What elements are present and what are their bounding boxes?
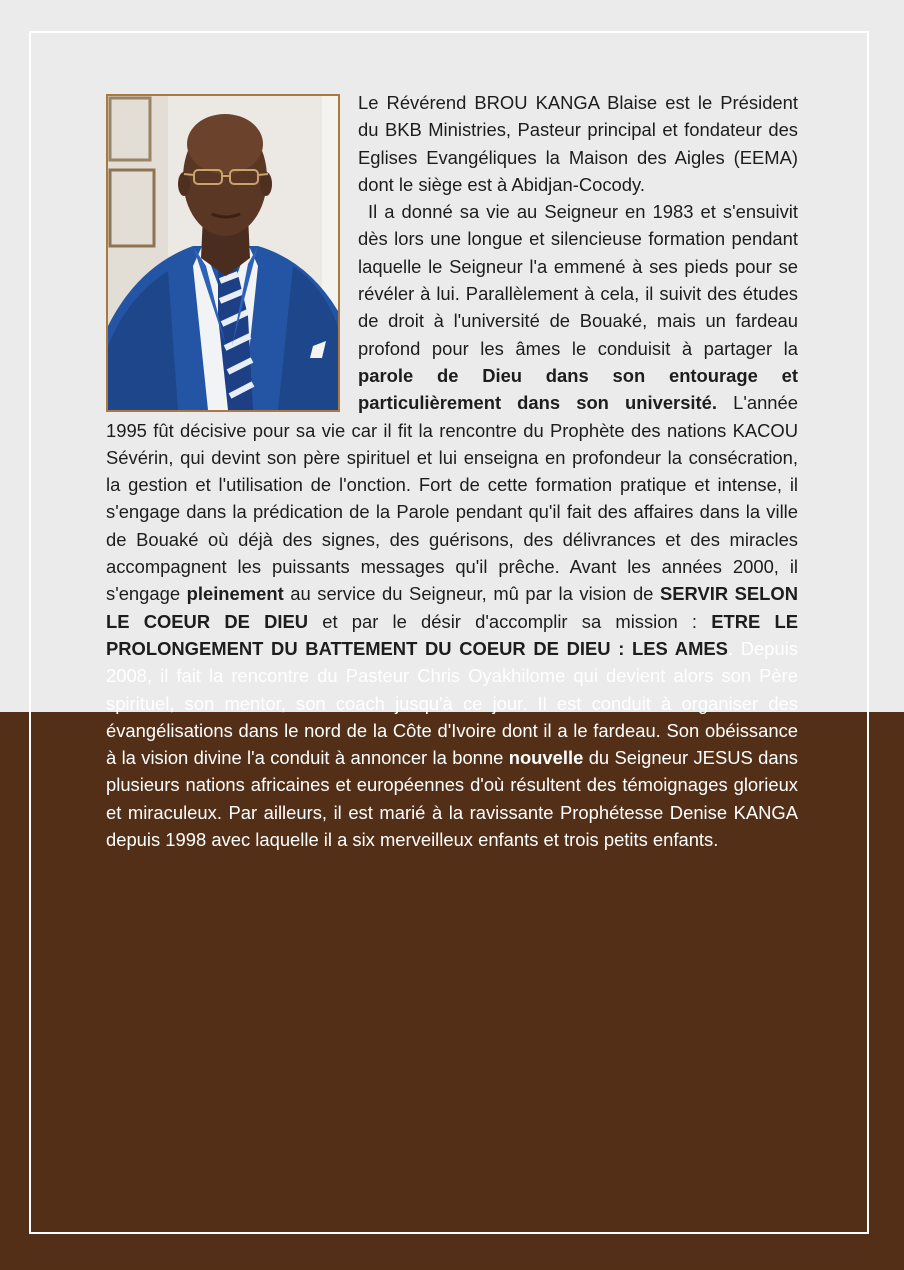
- body-bold-4: ETRE LE PROLONGEMENT DU BATTEMENT DU COEUR DE DIEU : LES AMES: [106, 610, 798, 659]
- body-text-3: au service du Seigneur, mû par la vision de: [283, 583, 660, 605]
- body-text-6: du Seigneur JESUS dans plusieurs nations africaines et européennes d'où résultent des témoignages glorieux et miraculeux. Par ailleurs, il est marié à la ravissante Prophétesse Denise KANGA depuis 1998 avec laquelle il a six merveilleux enfants et trois petits enfants.: [106, 747, 798, 851]
- body-bold-5: nouvelle: [508, 747, 584, 769]
- body-text-5: . Depuis 2008, il fait la rencontre du Pasteur Chris Oyakhilome qui devient alors son Père spirituel, son mentor, son coach jusqu'à ce jour. Il est conduit à organiser des évangélisations dans le nord de la Côte d'Ivoire dont il a le fardeau. Son obéissance à la vision divine l'a conduit à annoncer la bonne: [106, 637, 798, 769]
- intro-paragraph: Le Révérend BROU KANGA Blaise est le Président du BKB Ministries, Pasteur principal et fondateur des Eglises Evangéliques la Maison des Aigles (EEMA) dont le siège est à Abidjan-Cocody.: [358, 92, 798, 195]
- body-text-4: et par le désir d'accomplir sa mission :: [308, 610, 712, 632]
- body-bold-1: parole de Dieu dans son entourage et particulièrement dans son université.: [358, 364, 798, 414]
- body-text-2: L'année 1995 fût décisive pour sa vie car il fit la rencontre du Prophète des nations KACOU Sévérin, qui devint son père spirituel et lui enseigna en profondeur la consécration, la gestion et l'utilisation de l'onction. Fort de cette formation pratique et intense, il s'engage dans la prédication de la Parole pendant qu'il fait des affaires dans la ville de Bouaké où déjà des signes, des guérisons, des délivrances et des miracles accompagnent les puissants messages qu'il prêche. Avant les années 2000, il s'engage: [106, 392, 798, 605]
- body-bold-3: SERVIR SELON LE COEUR DE DIEU: [106, 583, 799, 632]
- biography-text: [106, 89, 798, 853]
- body-bold-2: pleinement: [186, 583, 284, 605]
- body-text-1: Il a donné sa vie au Seigneur en 1983 et s'ensuivit dès lors une longue et silencieuse formation pendant laquelle le Seigneur l'a emmené à ses pieds pour se révéler à lui. Parallèlement à cela, il suivit des études de droit à l'université de Bouaké, mais un fardeau profond pour les âmes le conduisit à partager la: [358, 201, 798, 359]
- photo-spacer: [106, 89, 340, 412]
